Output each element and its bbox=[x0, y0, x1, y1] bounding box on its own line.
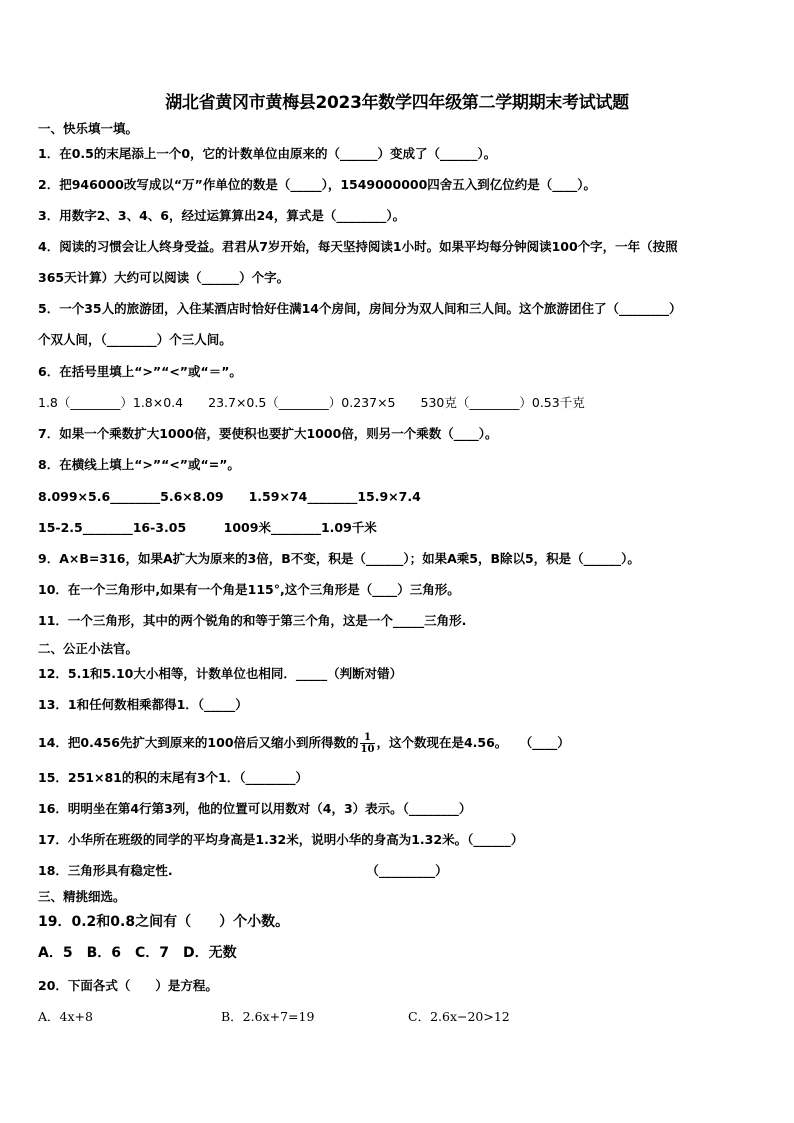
question-2: 2．把946000改写成以“万”作单位的数是（_____），1549000000四舍五入到亿位约是（____）。 bbox=[38, 177, 597, 192]
section-2-heading: 二、公正小法官。 bbox=[38, 641, 139, 656]
question-14 bbox=[38, 728, 570, 758]
fraction-denominator: 10 bbox=[360, 744, 375, 755]
question-10: 10．在一个三角形中,如果有一个角是115°,这个三角形是（____）三角形。 bbox=[38, 582, 460, 597]
question-8-row-2: 15-2.5________16-3.05 1009米________1.09千米 bbox=[38, 520, 377, 535]
question-5-line-2: 个双人间，（________）个三人间。 bbox=[38, 332, 232, 347]
question-19: 19．0.2和0.8之间有（ ）个小数。 bbox=[38, 914, 290, 930]
section-1-heading: 一、快乐填一填。 bbox=[38, 121, 139, 136]
question-19-options: A．5 B．6 C．7 D．无数 bbox=[38, 945, 237, 961]
question-20-option-c: C．2.6x−20>12 bbox=[408, 1009, 510, 1024]
question-13: 13．1和任何数相乘都得1．（_____） bbox=[38, 697, 248, 712]
question-18: 18．三角形具有稳定性. （_________） bbox=[38, 863, 448, 878]
question-15: 15．251×81的积的末尾有3个1．（________） bbox=[38, 770, 309, 785]
question-14-text-b: ，这个数现在是4.56。 （____） bbox=[376, 735, 570, 750]
question-3: 3．用数字2、3、4、6，经过运算算出24，算式是（________）。 bbox=[38, 208, 406, 223]
question-4-line-2: 365天计算）大约可以阅读（______）个字。 bbox=[38, 270, 290, 285]
question-5-line-1: 5．一个35人的旅游团，入住某酒店时恰好住满14个房间，房间分为双人间和三人间。这个旅游团住了（________） bbox=[38, 301, 682, 316]
question-8: 8．在横线上填上“>”“<”或“=”。 bbox=[38, 457, 240, 472]
question-6: 6．在括号里填上“>”“<”或“＝”。 bbox=[38, 364, 242, 379]
question-16: 16．明明坐在第4行第3列，他的位置可以用数对（4，3）表示。（________） bbox=[38, 801, 472, 816]
question-11: 11．一个三角形，其中的两个锐角的和等于第三个角，这是一个_____三角形. bbox=[38, 613, 467, 628]
exam-title: 湖北省黄冈市黄梅县2023年数学四年级第二学期期末考试试题 bbox=[165, 93, 629, 113]
question-12: 12．5.1和5.10大小相等，计数单位也相同．_____（判断对错） bbox=[38, 666, 403, 681]
question-14-text-a: 14．把0.456先扩大到原来的100倍后又缩小到所得数的 bbox=[38, 735, 359, 750]
question-9: 9．A×B=316，如果A扩大为原来的3倍，B不变，积是（______）；如果A乘5，B除以5，积是（______）。 bbox=[38, 551, 640, 566]
fraction-numerator: 1 bbox=[360, 732, 376, 744]
question-4-line-1: 4．阅读的习惯会让人终身受益。君君从7岁开始，每天坚持阅读1小时。如果平均每分钟阅读100个字，一年（按照 bbox=[38, 239, 678, 254]
question-1: 1．在0.5的末尾添上一个0，它的计数单位由原来的（______）变成了（______）。 bbox=[38, 146, 497, 161]
question-6-items: 1.8（________）1.8×0.4 23.7×0.5（________）0.237×5 530克（________）0.53千克 bbox=[38, 395, 585, 410]
question-20: 20．下面各式（ ）是方程。 bbox=[38, 978, 218, 993]
question-17: 17．小华所在班级的同学的平均身高是1.32米，说明小华的身高为1.32米。（______） bbox=[38, 832, 524, 847]
fraction bbox=[360, 732, 376, 755]
question-20-option-a: A．4x+8 bbox=[38, 1009, 93, 1024]
section-3-heading: 三、精挑细选。 bbox=[38, 889, 126, 904]
question-8-row-1: 8.099×5.6________5.6×8.09 1.59×74________15.9×7.4 bbox=[38, 489, 421, 504]
question-20-option-b: B．2.6x+7=19 bbox=[221, 1009, 315, 1024]
question-7: 7．如果一个乘数扩大1000倍，要使积也要扩大1000倍，则另一个乘数（____）。 bbox=[38, 426, 498, 441]
